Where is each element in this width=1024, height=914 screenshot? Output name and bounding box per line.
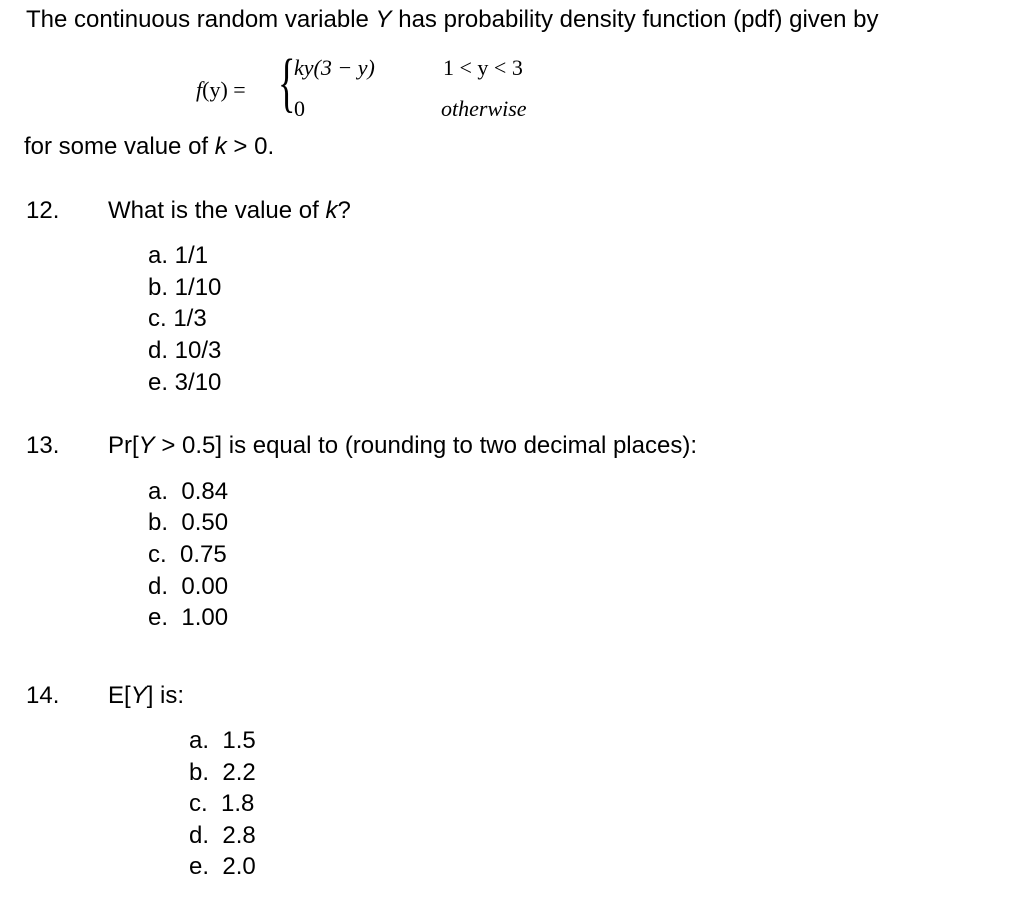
question-number: 12. — [26, 197, 60, 224]
option-d[interactable]: d. 10/3 — [148, 337, 222, 364]
option-e[interactable]: e. 3/10 — [148, 369, 222, 396]
question-prompt-variable: k — [325, 197, 338, 224]
question-prompt-start: E[ — [108, 682, 131, 709]
option-b[interactable]: b. 1/10 — [148, 274, 222, 301]
question-prompt-end: ] is: — [146, 682, 185, 709]
intro-line-1-start: The continuous random variable — [26, 6, 376, 33]
option-b[interactable]: b. 2.2 — [189, 759, 256, 786]
option-d[interactable]: d. 2.8 — [189, 822, 256, 849]
question-prompt-start: Pr[ — [108, 432, 139, 459]
intro-line-2-end: > 0. — [226, 133, 275, 160]
option-b[interactable]: b. 0.50 — [148, 509, 229, 536]
question-prompt — [108, 434, 697, 458]
pdf-case-1-condition: 1 < y < 3 — [443, 55, 523, 80]
question-prompt-end: > 0.5] is equal to (rounding to two decimal places): — [154, 432, 697, 459]
question-number: 14. — [26, 682, 60, 709]
pdf-brace: { — [278, 46, 296, 119]
intro-line-2-start: for some value of — [24, 133, 215, 160]
option-e[interactable]: e. 2.0 — [189, 853, 256, 880]
question-prompt — [108, 684, 184, 708]
question-prompt — [108, 199, 351, 223]
pdf-lhs-f: f — [196, 77, 203, 102]
intro-variable-y: Y — [375, 6, 392, 33]
option-c[interactable]: c. 1.8 — [189, 790, 255, 817]
question-number: 13. — [26, 432, 60, 459]
intro-line-2 — [24, 135, 274, 159]
question-prompt-start: What is the value of — [108, 197, 326, 224]
option-d[interactable]: d. 0.00 — [148, 573, 229, 600]
intro-line-1-end: has probability density function (pdf) given by — [391, 6, 879, 33]
question-prompt-end: ? — [337, 197, 351, 224]
pdf-case-1-expression: ky(3 − y) — [294, 55, 375, 80]
option-c[interactable]: c. 0.75 — [148, 541, 227, 568]
option-e[interactable]: e. 1.00 — [148, 604, 229, 631]
question-prompt-variable: Y — [130, 682, 147, 709]
pdf-lhs-arg: (y) = — [202, 77, 246, 102]
question-prompt-variable: Y — [138, 432, 155, 459]
option-a[interactable]: a. 1/1 — [148, 242, 209, 269]
intro-variable-k: k — [214, 133, 227, 160]
option-a[interactable]: a. 1.5 — [189, 727, 256, 754]
intro-line-1 — [26, 8, 879, 32]
option-c[interactable]: c. 1/3 — [148, 305, 207, 332]
pdf-case-2-expression: 0 — [294, 96, 305, 121]
pdf-case-2-condition: otherwise — [441, 96, 527, 121]
pdf-lhs — [196, 79, 246, 101]
option-a[interactable]: a. 0.84 — [148, 478, 229, 505]
